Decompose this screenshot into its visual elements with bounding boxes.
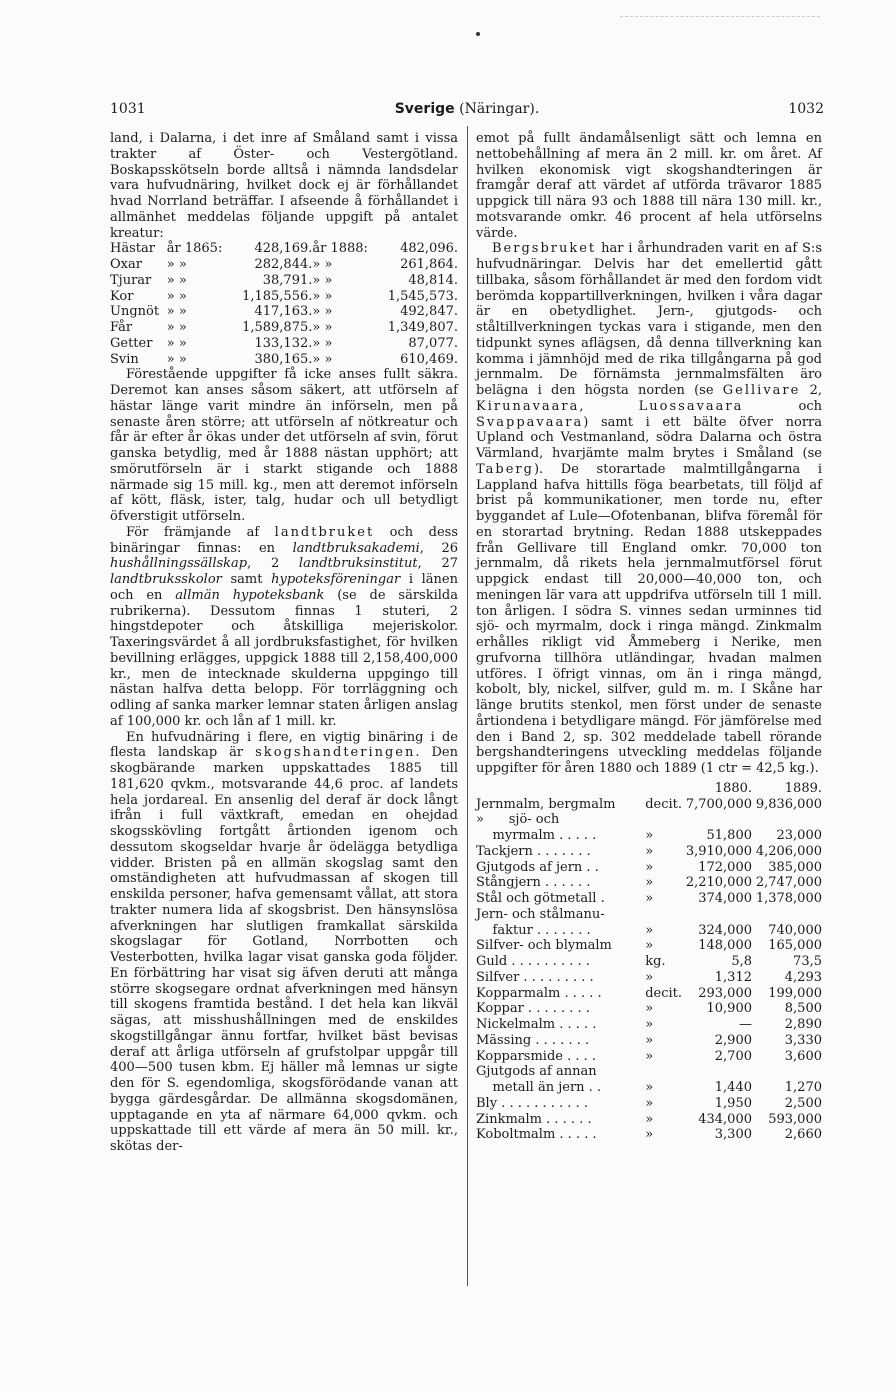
table-cell: » » [166,304,187,320]
table-cell: 593,000 [768,1111,822,1127]
table-cell: » [645,1111,654,1127]
table-cell: Oxar [110,257,142,272]
table-cell: 172,000 [698,859,752,875]
running-title-bold: Sverige [394,101,455,117]
table-cell: Kopparsmide . . . . [476,1048,597,1064]
table-cell: 73,5 [793,954,822,969]
table-cell: » » [166,320,187,335]
table-cell: » » [312,257,333,272]
table-cell: 610,469. [400,351,458,367]
table-cell: » [645,1032,654,1048]
table-cell: decit. [645,796,682,812]
table-cell: 2,500 [784,1095,822,1111]
table-cell: 165,000 [768,938,822,954]
table-cell: myrmalm . . . . . [476,828,597,843]
paragraph [476,241,822,777]
table-cell: 51,800 [706,828,752,843]
table-cell: » [645,1017,654,1032]
page-number-left: 1031 [110,101,146,117]
column-header: 1880. [714,780,752,796]
table-row [110,241,458,257]
table-cell: » [645,969,654,985]
text-run: samt [221,572,272,587]
table-cell: Tjurar [110,272,152,288]
table-cell: Jern- och stålmanu- [476,906,605,922]
table-row [476,1033,822,1049]
table-cell [682,1064,752,1080]
table-cell: » » [312,272,333,288]
table-cell: faktur . . . . . . . [476,922,591,938]
table-cell: 293,000 [698,985,752,1001]
table-row [110,352,458,368]
table-cell: 1,270 [784,1080,822,1095]
table-cell: 3,330 [784,1032,822,1048]
spaced-term: Taberg [476,461,534,477]
table-cell: 1,440 [714,1080,752,1095]
text-run: . Den skogbärande marken uppskattades 1885 till 181,620 qvkm., motsvarande 44,6 proc. af landets hela jordareal. En ansenlig del deraf är dock långt ifrån i full växtkraft, emedan en ohejdad skogsskövling fortgått årtionden igenom och dessutom skogseldar hvarje år ödelägga betydliga vidder. Bristen på en allmän skogslag samt den omständigheten att hufvudmassan af skogen till enskilda personer, hafva gemensamt vållat, att stora trakter numera lida af skogsbrist. Den hänsynslösa afverkningen har slutligen framkallat särskilda skogslagar för Gotland, Norrbotten och Vesterbotten, hvilka lagar visat ganska goda följder. En förbättring har visat sig äfven deruti att många större skogsegare ordnat afverkningen med hänsyn till skogens framtida bestånd. I det hela kan likväl sägas, att misshushållningen med de enskildes skogstillgångar ännu fortfar, hvilket bäst bevisas deraf att årliga utförseln af grufstolpar uppgår till 400—500 tusen kbm. Ej häller må lemnas ur sigte den för S. egendomliga, skogsförödande vanan att bygga gärdesgårdar. De allmänna skogsdomänen, upptagande en yta af närmare 64,000 qvkm. och uppskattade till ett värde af mera än 50 mill. kr., skötas der- [110,745,458,1154]
left-column [110,131,458,1155]
table-cell: Koppar . . . . . . . . [476,1001,590,1017]
table-cell: år 1888: [312,241,368,257]
table-cell: 4,206,000 [755,843,822,859]
spaced-term: Gellivare [722,383,801,398]
scan-artifact [620,16,820,18]
table-row [476,970,822,986]
table-cell: 2,700 [714,1048,752,1064]
table-row [476,923,822,939]
table-cell: kg. [645,954,666,969]
table-cell: 1,349,807. [387,320,458,335]
table-cell [752,812,822,828]
table-cell: 3,910,000 [685,843,752,859]
paragraph [110,730,458,1155]
table-cell: 38,791. [262,272,313,288]
table-cell: Kor [110,288,134,304]
table-cell: 9,836,000 [755,796,822,812]
text-run: En hufvudnäring i flere, en vigtig binäring i de flesta landskap är [110,729,458,761]
table-row [476,1017,822,1033]
table-cell: Koboltmalm . . . . . [476,1127,597,1143]
table-row [476,1096,822,1112]
table-cell: » » [166,335,187,351]
table-cell: 48,814. [408,272,458,288]
table-cell: — [739,1017,752,1032]
table-cell: Silfver- och blymalm [476,938,612,954]
table-cell: Stål och götmetall . [476,891,605,906]
spaced-term: skogshandteringen [255,745,416,761]
table-row [476,1064,822,1080]
running-title [110,99,824,119]
table-row [476,1112,822,1128]
table-row [476,860,822,876]
table-cell: » » [312,335,333,351]
table-row [110,304,458,320]
table-cell: 5,8 [731,954,752,969]
table-cell: » [645,922,654,938]
table-row [476,875,822,891]
table-row [110,273,458,289]
table-cell: Hästar [110,241,155,257]
table-cell: » » [312,304,333,320]
table-row [476,954,822,970]
table-cell: Silfver . . . . . . . . . [476,969,594,985]
text-run: För främjande af [126,524,275,540]
table-cell: » [645,875,654,891]
spaced-term: Bergsbruket [492,241,597,257]
table-cell [682,812,752,828]
paragraph: emot på fullt ändamålsenligt sätt och lemna en nettobehållning af mera än 2 mill. kr. om året. Af hvilken ekonomisk vigt skogshandteringen är framgår deraf att värdet af utförda trävaror 1885 uppgick till nära 93 och 1888 till nära 130 mill. kr., motsvarande omkr. 46 procent af hela utförselns värde. [476,131,822,241]
table-row [110,257,458,273]
running-title-rest: (Näringar). [454,101,540,117]
table-cell: 1,950 [714,1095,752,1111]
table-cell: 1,545,573. [387,288,458,304]
italic-term: hypoteksföreningar [271,572,401,587]
spaced-term: landtbruket [274,524,375,540]
text-run: har i århundraden varit en af S:s hufvudnäringar. Delvis har det emellertid gått tillbaka, såsom förhållandet är med den fordom vidt berömda koppartillverkningen, hvilken i våra dagar är en obetydlighet. Jern-, gjutgods- och ståltillverkningen tyckas vara i stigande, men den tidpunkt synes aflägsen, då denna tillverkning kan komma i jämnhöjd med de rika tillgångarna på god jernmalm. De förnämsta jernmalmsfälten äro belägna i den högsta norden (se [476,241,822,398]
text-run: 2, [800,383,822,398]
table-cell: » » [166,272,187,288]
table-cell: 3,600 [784,1048,822,1064]
table-cell: 4,293 [784,969,822,985]
spaced-term: Svappavaara [476,414,584,430]
table-cell: 2,900 [714,1032,752,1048]
table-cell: » sjö- och [476,812,560,828]
table-row [476,1049,822,1065]
table-cell: » [645,891,654,906]
text-run: (se de särskilda rubrikerna). Dessutom finnas 1 stuteri, 2 hingstdepoter och åtskilliga mejeriskolor. Taxeringsvärdet å all jordbruksfastighet, för hvilken bevillning erlägges, uppgick 1888 till 2,158,400,000 kr., men de intecknade skulderna uppgingo till nästan halfva detta belopp. För torrläggning och odling af sanka marker lemnar staten årligen anslag af 100,000 kr. och lån af 1 mill. kr. [110,587,458,729]
table-row [476,986,822,1002]
table-cell: 87,077. [408,335,458,351]
table-cell: » » [166,351,187,367]
table-cell: decit. [645,985,682,1001]
table-cell: » [645,1095,654,1111]
table-cell: Får [110,320,133,335]
table-cell: 23,000 [776,828,822,843]
table-row [110,289,458,305]
table-row [476,1127,822,1143]
text-run: i länen och en [110,572,458,603]
table-cell: Tackjern . . . . . . . [476,843,591,859]
italic-term: landtbruksinstitut [298,556,418,572]
table-row [476,844,822,860]
table-cell: 428,169. [254,241,313,257]
mining-table [476,781,822,1143]
page-number-right: 1032 [788,101,824,117]
table-cell: 380,165. [254,351,313,367]
table-cell: » [645,828,654,843]
table-row [476,907,822,923]
table-cell: » [645,1001,654,1017]
table-cell: år 1865: [166,241,223,257]
table-cell: Stångjern . . . . . . [476,875,591,891]
table-cell: 282,844. [254,257,313,272]
text-run: , [579,398,639,414]
table-cell: 2,890 [784,1017,822,1032]
table-row [476,891,822,907]
text-run: ) samt i ett bälte öfver norra Upland och Vestmanland, södra Dalarna och östra Värmland, hvarjämte malm brytes i Småland (se [476,414,822,461]
table-cell: Kopparmalm . . . . . [476,985,602,1001]
table-cell: 740,000 [768,922,822,938]
table-cell: » [645,938,654,954]
table-cell: » » [312,288,333,304]
table-row [476,797,822,813]
table-cell: » » [312,351,333,367]
table-cell: 374,000 [698,891,752,906]
text-run: och [743,398,822,414]
paragraph [110,525,458,730]
table-cell: 10,900 [706,1001,752,1017]
table-header-row [476,781,822,797]
mining-table-body [476,797,822,1144]
table-cell: Ungnöt [110,304,160,320]
table-row [476,1080,822,1096]
table-cell: 1,378,000 [755,891,822,906]
table-cell: 2,747,000 [755,875,822,891]
table-cell [752,1064,822,1080]
table-cell [682,907,752,923]
table-row [476,938,822,954]
table-cell: » » [166,257,187,272]
table-cell: Mässing . . . . . . . [476,1032,590,1048]
spaced-term: Kirunavaara [476,398,580,414]
table-cell: Gjutgods af jern . . [476,859,599,875]
table-row [476,828,822,844]
table-cell: » [645,1080,654,1095]
right-column [476,131,822,1143]
italic-term: landtbruksskolor [110,572,222,587]
table-cell: 1,312 [714,969,752,985]
text-run: ). De storartade malmtillgångarna i Lappland hafva hittills föga bearbetats, till följd af brist på kommunikationer, men torde nu, efter byggandet af Lule—Ofotenbanan, blifva föremål för en storartad brytning. Redan 1888 utskeppades från Gellivare till England omkr. 70,000 ton jernmalm, då rikets hela jernmalmutförsel förut uppgick endast till 20,000—40,000 ton, och meningen lär vara att uppdrifva utförseln till 1 mill. ton årligen. I södra S. vinnes sedan urminnes tid sjö- och myrmalm, dock i ringa mängd. Zinkmalm erhålles rikligt vid Åmmeberg i Nerike, men grufvorna tillhöra utländingar, hvadan malmen utföres. I öfrigt vinnas, om än i ringa mängd, kobolt, bly, nickel, silfver, guld m. m. I Skåne har länge brutits stenkol, men först under de senaste årtiondena i betydligare mängd. För jämförelse med den i Band 2, sp. 302 meddelade tabell rörande bergshandteringens utveckling meddelas följande uppgifter för åren 1880 och 1889 (1 ctr = 42,5 kg.). [476,461,822,776]
table-cell: 417,163. [254,304,313,320]
table-cell: » [645,1127,654,1143]
table-cell: Jernmalm, bergmalm [476,796,616,812]
table-cell [645,1064,682,1080]
livestock-table [110,241,458,367]
table-cell: 199,000 [768,985,822,1001]
spaced-term: Luossavaara [638,398,744,414]
table-cell: Gjutgods af annan [476,1064,597,1080]
table-cell: Bly . . . . . . . . . . . [476,1095,588,1111]
table-cell: 2,660 [784,1127,822,1143]
paragraph: land, i Dalarna, i det inre af Småland samt i vissa trakter af Öster- och Vestergötland. Boskapsskötseln borde alltså i nämnda landsdelar vara hufvudnäring, hvilket dock ej är förhållandet hvad Norrland beträffar. I afseende å förhållandet i allmänhet meddelas följande uppgift på antalet kreatur: [110,131,458,241]
table-cell: 2,210,000 [685,875,752,891]
table-row [110,320,458,336]
table-row [476,812,822,828]
scan-dot [476,32,480,36]
table-cell: 261,864. [400,257,458,272]
table-cell: » [645,1048,654,1064]
table-cell: 1,185,556. [242,288,313,304]
table-cell: 324,000 [698,922,752,938]
table-cell: 434,000 [698,1111,752,1127]
livestock-table-body [110,241,458,367]
table-cell: 492,847. [400,304,458,320]
table-cell: Svin [110,351,139,367]
table-cell [645,907,682,923]
paragraph: Förestående uppgifter få icke anses fullt säkra. Deremot kan anses såsom säkert, att utförseln af hästar länge varit mindre än införseln, men på senaste åren större; att utförseln af nötkreatur och får är efter år ökas under det utförseln af svin, förut ganska betydlig, med år 1888 nästan upphört; att smörutförseln är i starkt stigande och 1888 närmade sig 15 mill. kg., men att deremot införseln af kött, fläsk, ister, talg, hudar och ull betydligt öfverstigit utförseln. [110,367,458,524]
table-cell: 385,000 [768,859,822,875]
table-cell: 7,700,000 [685,796,752,812]
table-cell: 3,300 [714,1127,752,1143]
table-cell: Nickelmalm . . . . . [476,1017,597,1032]
text-run: , 27 [417,556,458,572]
text-run: , 26 [419,540,458,556]
column-header: 1889. [784,780,822,796]
table-cell: » [645,859,654,875]
table-cell [752,907,822,923]
table-row [110,336,458,352]
italic-term: landtbruksakademi [292,540,420,556]
table-cell: 482,096. [400,241,458,257]
italic-term: allmän hypoteksbank [175,587,325,603]
page-header [110,99,824,121]
text-run: , 2 [247,556,299,572]
text-run: och dess binäringar finnas: en [110,524,458,556]
column-divider [467,126,468,1286]
table-cell: » » [312,320,333,335]
table-cell: 1,589,875. [242,320,313,335]
table-cell: Guld . . . . . . . . . . [476,954,590,969]
table-cell: » » [166,288,187,304]
table-cell: 133,132. [254,335,313,351]
table-row [476,1001,822,1017]
italic-term: hushållningssällskap [110,556,248,572]
table-cell: Zinkmalm . . . . . . [476,1111,592,1127]
table-cell: Getter [110,335,153,351]
table-cell: 148,000 [698,938,752,954]
table-cell: 8,500 [784,1001,822,1017]
table-cell [645,812,682,828]
table-cell: » [645,843,654,859]
table-cell: metall än jern . . [476,1080,602,1095]
